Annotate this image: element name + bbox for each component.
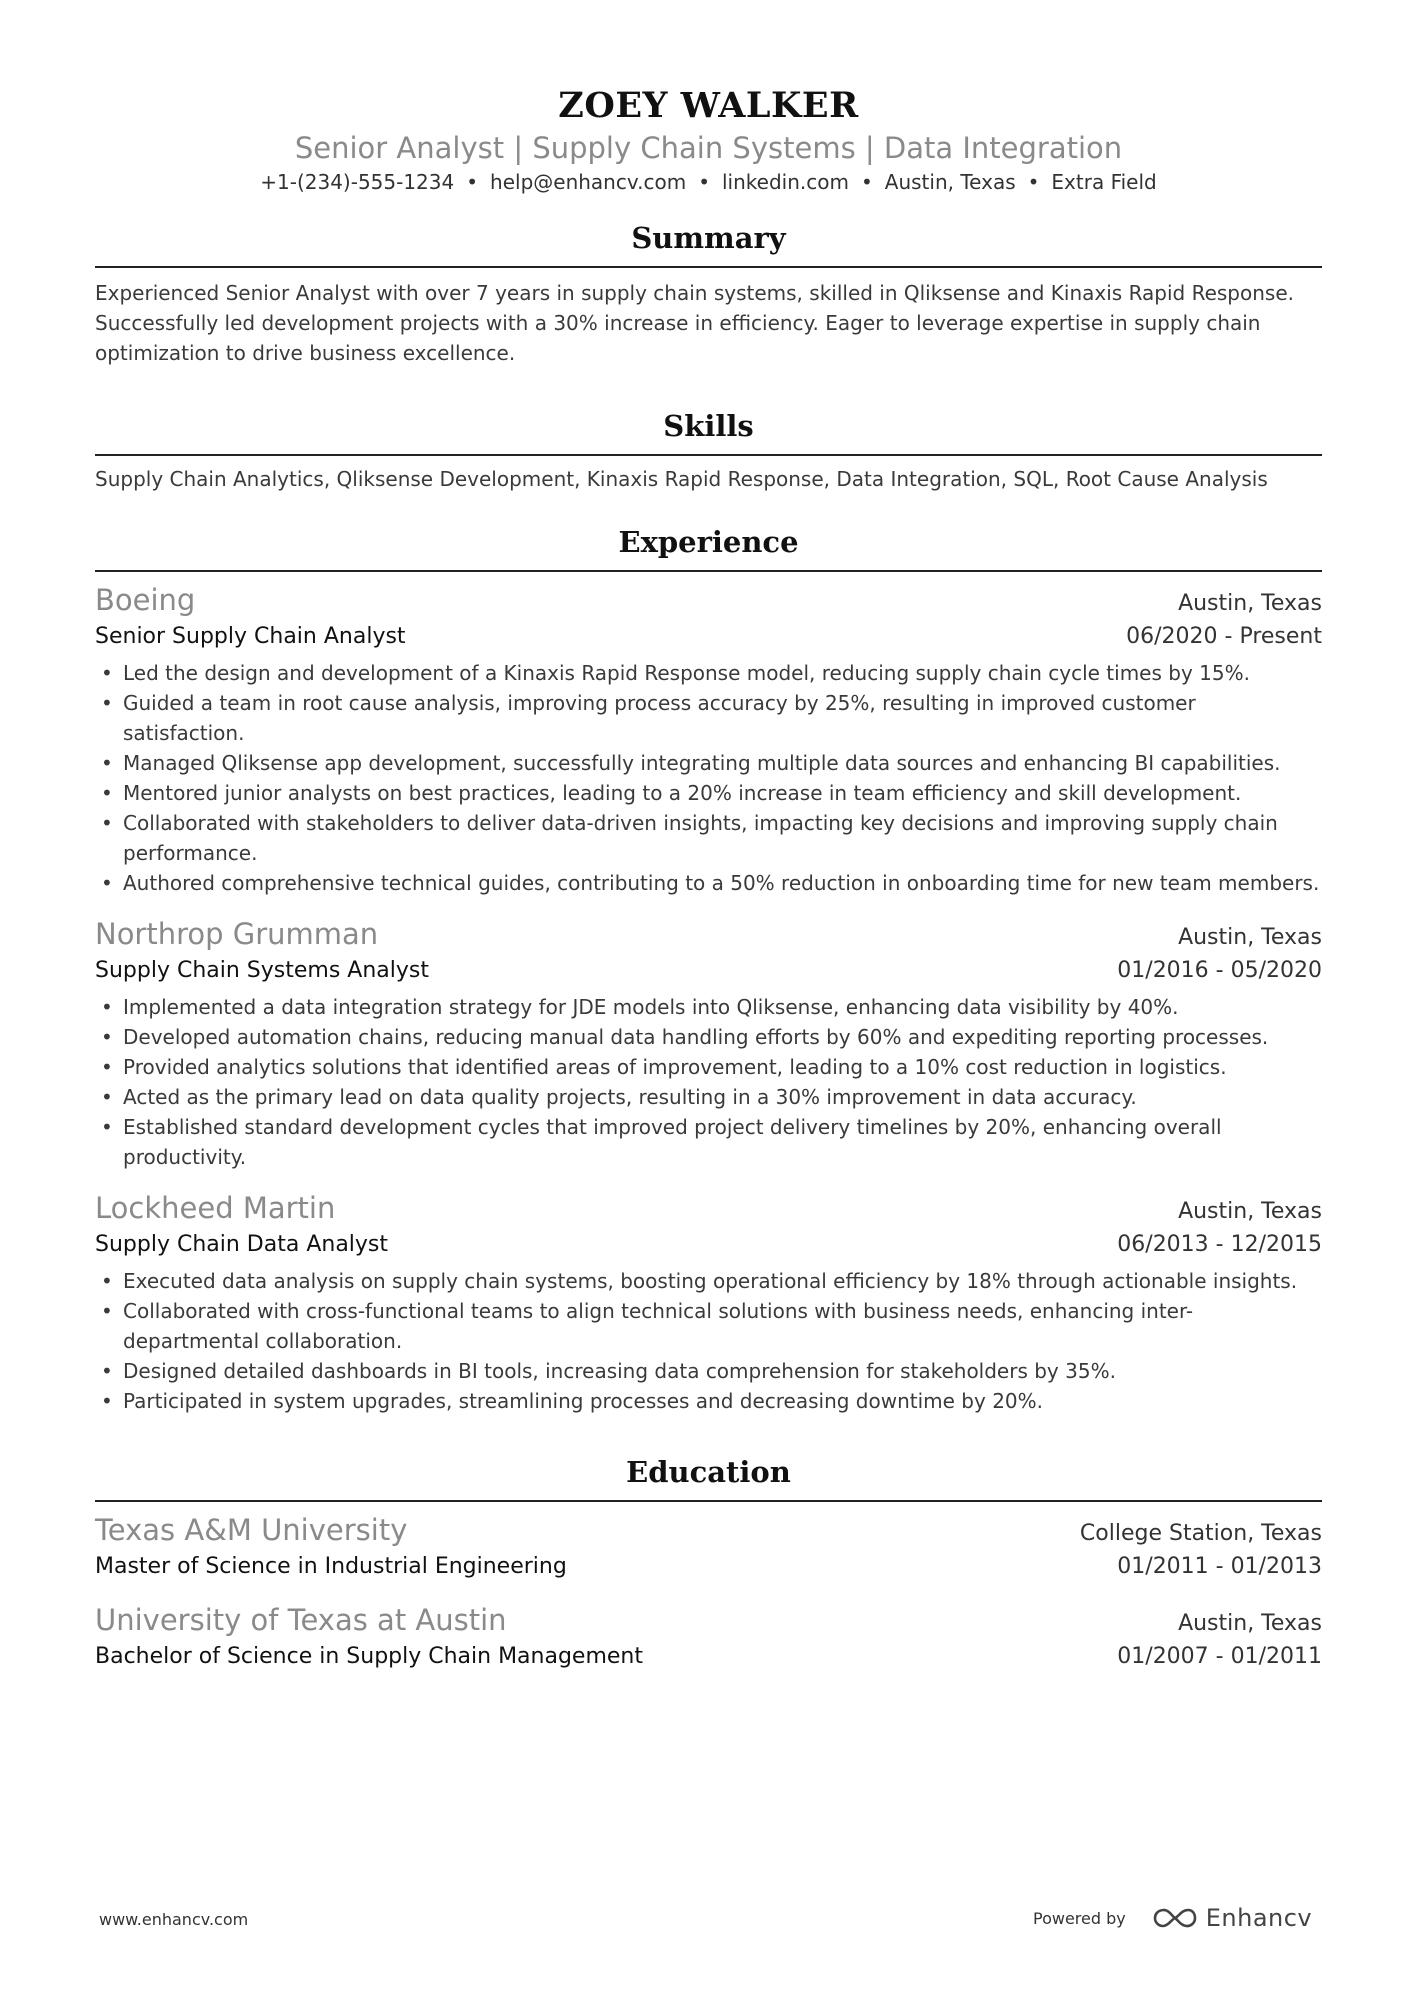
achievement-list bbox=[95, 658, 1322, 898]
resume-page bbox=[95, 0, 1322, 1674]
contact-email[interactable]: help@enhancv.com bbox=[490, 170, 687, 194]
enhancv-brand[interactable] bbox=[1152, 1904, 1312, 1932]
achievement-item: • Guided a team in root cause analysis, improving process accuracy by 25%, resulting in improved customer satisfaction. bbox=[95, 688, 1322, 748]
experience-header-row bbox=[95, 582, 1322, 620]
achievement-item: • Developed automation chains, reducing manual data handling efforts by 60% and expediting reporting processes. bbox=[95, 1022, 1322, 1052]
achievement-item: • Managed Qliksense app development, successfully integrating multiple data sources and enhancing BI capabilities. bbox=[95, 748, 1322, 778]
experience-role-row bbox=[95, 954, 1322, 988]
contact-separator: • bbox=[860, 170, 873, 194]
achievement-item: • Implemented a data integration strategy for JDE models into Qliksense, enhancing data visibility by 40%. bbox=[95, 992, 1322, 1022]
achievement-item: • Established standard development cycles that improved project delivery timelines by 20%, enhancing overall productivity. bbox=[95, 1112, 1322, 1172]
summary-section bbox=[95, 218, 1322, 368]
enhancv-logo-icon bbox=[1152, 1906, 1198, 1930]
education-entry-texas-am bbox=[95, 1512, 1322, 1584]
education-dates: 01/2007 - 01/2011 bbox=[1117, 1644, 1322, 1669]
enhancv-brand-name: Enhancv bbox=[1205, 1904, 1313, 1932]
experience-role-row bbox=[95, 620, 1322, 654]
section-title-experience: Experience bbox=[95, 522, 1322, 572]
degree-name: Bachelor of Science in Supply Chain Management bbox=[95, 1644, 644, 1669]
education-header-row bbox=[95, 1512, 1322, 1550]
achievement-item: • Collaborated with stakeholders to deliver data-driven insights, impacting key decisions and improving supply chain performance. bbox=[95, 808, 1322, 868]
degree-name: Master of Science in Industrial Engineering bbox=[95, 1554, 567, 1579]
contact-info bbox=[95, 168, 1322, 196]
section-title-summary: Summary bbox=[95, 218, 1322, 268]
education-section bbox=[95, 1452, 1322, 1674]
school-location: Austin, Texas bbox=[1178, 1611, 1322, 1636]
contact-separator: • bbox=[698, 170, 710, 194]
experience-section bbox=[95, 522, 1322, 1416]
company-name: Northrop Grumman bbox=[95, 917, 379, 951]
experience-entry-northrop-grumman bbox=[95, 916, 1322, 1172]
job-title: Supply Chain Data Analyst bbox=[95, 1232, 389, 1257]
company-name: Lockheed Martin bbox=[95, 1191, 336, 1225]
candidate-headline: Senior Analyst | Supply Chain Systems | Data Integration bbox=[294, 131, 1123, 165]
education-degree-row bbox=[95, 1640, 1322, 1674]
school-location: College Station, Texas bbox=[1079, 1521, 1322, 1546]
job-dates: 06/2020 - Present bbox=[1126, 624, 1322, 649]
education-degree-row bbox=[95, 1550, 1322, 1584]
achievement-item: • Provided analytics solutions that identified areas of improvement, leading to a 10% cost reduction in logistics. bbox=[95, 1052, 1322, 1082]
education-entry-ut-austin bbox=[95, 1602, 1322, 1674]
achievement-list bbox=[95, 992, 1322, 1172]
experience-header-row bbox=[95, 916, 1322, 954]
school-name: University of Texas at Austin bbox=[95, 1603, 507, 1637]
job-location: Austin, Texas bbox=[1178, 591, 1322, 616]
job-dates: 01/2016 - 05/2020 bbox=[1117, 958, 1322, 983]
achievement-item: • Executed data analysis on supply chain systems, boosting operational efficiency by 18% through actionable insights. bbox=[95, 1266, 1322, 1296]
school-name: Texas A&M University bbox=[95, 1513, 408, 1547]
footer-powered-by bbox=[1033, 1904, 1312, 1932]
achievement-item: • Collaborated with cross-functional teams to align technical solutions with business needs, enhancing inter-departmental collaboration. bbox=[95, 1296, 1322, 1356]
achievement-item: • Acted as the primary lead on data quality projects, resulting in a 30% improvement in data accuracy. bbox=[95, 1082, 1322, 1112]
achievement-item: • Authored comprehensive technical guides, contributing to a 50% reduction in onboarding time for new team members. bbox=[95, 868, 1322, 898]
job-dates: 06/2013 - 12/2015 bbox=[1117, 1232, 1322, 1257]
education-dates: 01/2011 - 01/2013 bbox=[1117, 1554, 1322, 1579]
skills-list: Supply Chain Analytics, Qliksense Development, Kinaxis Rapid Response, Data Integration, SQL, Root Cause Analysis bbox=[95, 467, 1268, 491]
achievement-item: • Mentored junior analysts on best practices, leading to a 20% increase in team efficiency and skill development. bbox=[95, 778, 1322, 808]
contact-extra-field: Extra Field bbox=[1051, 170, 1157, 194]
contact-phone[interactable]: +1-(234)-555-1234 bbox=[260, 170, 455, 194]
achievement-item: • Designed detailed dashboards in BI tools, increasing data comprehension for stakeholders by 35%. bbox=[95, 1356, 1322, 1386]
candidate-name: ZOEY WALKER bbox=[558, 85, 859, 126]
experience-role-row bbox=[95, 1228, 1322, 1262]
powered-by-label: Powered by bbox=[1033, 1908, 1126, 1928]
achievement-item: • Participated in system upgrades, streamlining processes and decreasing downtime by 20%. bbox=[95, 1386, 1322, 1416]
experience-header-row bbox=[95, 1190, 1322, 1228]
contact-linkedin[interactable]: linkedin.com bbox=[722, 170, 849, 194]
skills-section bbox=[95, 406, 1322, 494]
education-header-row bbox=[95, 1602, 1322, 1640]
experience-entry-lockheed-martin bbox=[95, 1190, 1322, 1416]
achievement-list bbox=[95, 1266, 1322, 1416]
summary-text: Experienced Senior Analyst with over 7 years in supply chain systems, skilled in Qliksense and Kinaxis Rapid Response. Successfully led development projects with a 30% increase in efficiency. Eager to leverage expertise in supply chain optimization to drive business excellence. bbox=[95, 281, 1294, 365]
experience-entry-boeing bbox=[95, 582, 1322, 898]
contact-separator: • bbox=[1027, 170, 1040, 194]
job-location: Austin, Texas bbox=[1178, 1199, 1322, 1224]
achievement-item: • Led the design and development of a Kinaxis Rapid Response model, reducing supply chain cycle times by 15%. bbox=[95, 658, 1322, 688]
resume-header bbox=[95, 84, 1322, 196]
job-title: Supply Chain Systems Analyst bbox=[95, 958, 429, 983]
footer-website-link[interactable]: www.enhancv.com bbox=[99, 1910, 249, 1929]
job-location: Austin, Texas bbox=[1178, 925, 1322, 950]
section-title-education: Education bbox=[95, 1452, 1322, 1502]
job-title: Senior Supply Chain Analyst bbox=[95, 624, 406, 649]
contact-location: Austin, Texas bbox=[884, 170, 1016, 194]
section-title-skills: Skills bbox=[95, 406, 1322, 456]
contact-separator: • bbox=[466, 170, 479, 194]
company-name: Boeing bbox=[95, 583, 196, 617]
